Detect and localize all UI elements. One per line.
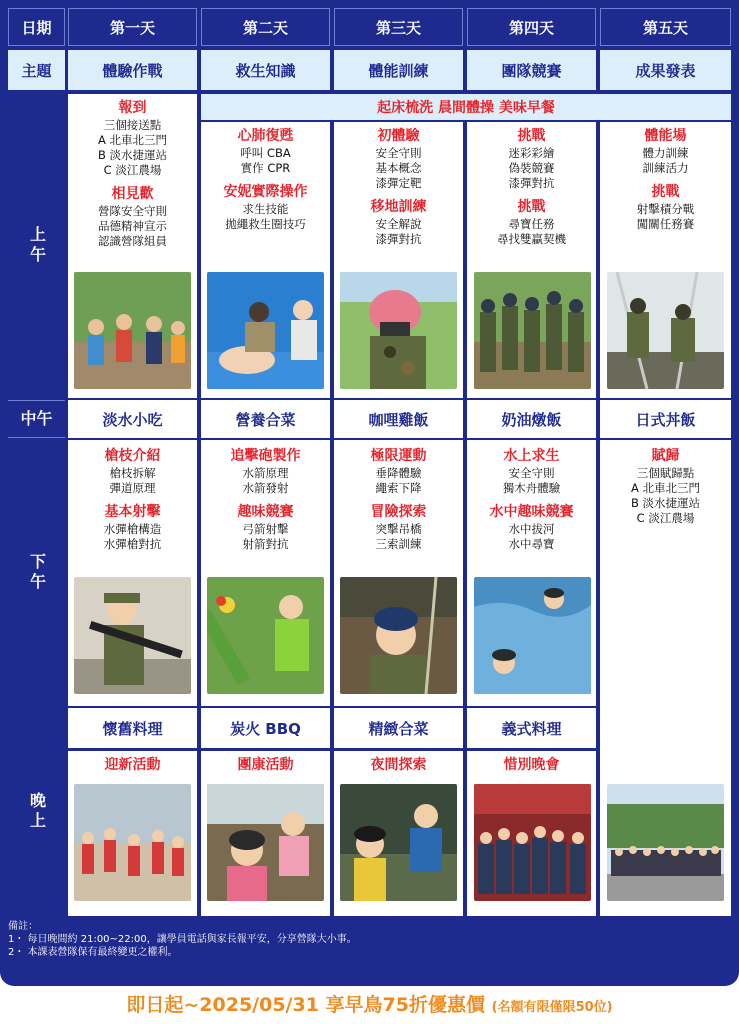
afternoon-3-title-a: 極限運動	[370, 448, 427, 464]
photo-water-play	[474, 577, 591, 694]
period-afternoon-label: 下午	[27, 553, 47, 593]
morning-3-title-b: 移地訓練	[370, 199, 427, 215]
period-noon: 中午	[8, 400, 65, 438]
morning-3-item: 漆彈定靶	[375, 176, 422, 190]
morning-3-item: 安全守則	[375, 146, 422, 160]
morning-5-title-a: 體能場	[644, 128, 687, 144]
morning-1-title-a: 報到	[118, 100, 147, 116]
afternoon-1-item: 水彈槍構造	[103, 522, 162, 536]
morning-4-title-a: 挑戰	[517, 128, 546, 144]
dinner-day-3: 精緻合菜	[334, 708, 463, 748]
morning-5-title-b: 挑戰	[651, 184, 680, 200]
morning-2-item: 實作 CPR	[240, 161, 291, 175]
theme-day-4: 團隊競賽	[467, 50, 596, 90]
photo-kids-cheering	[74, 272, 191, 389]
morning-1-item: 認識營隊組員	[98, 234, 167, 248]
afternoon-2-item: 水箭發射	[242, 481, 289, 495]
promo-main: 即日起~2025/05/31 享早鳥75折優惠價	[126, 994, 485, 1016]
notes	[8, 920, 357, 959]
photo-water-rocket	[207, 577, 324, 694]
dinner-day-1: 懷舊料理	[68, 708, 197, 748]
photo-welcome-party	[74, 784, 191, 901]
morning-1-item: 營隊安全守則	[98, 204, 167, 218]
photo-cpr-training	[207, 272, 324, 389]
evening-3-title: 夜間探索	[370, 757, 427, 773]
morning-1-title-b: 相見歡	[111, 186, 154, 202]
afternoon-3-item: 突擊吊橋	[375, 522, 422, 536]
noon-day-3: 咖哩雞飯	[334, 400, 463, 438]
morning-1-item: 品德精神宣示	[98, 219, 167, 233]
period-afternoon	[8, 440, 65, 706]
afternoon-5-item: 三個賦歸點	[636, 466, 695, 480]
morning-5-item: 訓練活力	[642, 161, 689, 175]
afternoon-3-item: 三索訓練	[375, 537, 422, 551]
afternoon-4-item: 水中尋寶	[508, 537, 555, 551]
morning-4-item: 尋找雙贏契機	[497, 232, 566, 246]
theme-day-3: 體能訓練	[334, 50, 463, 90]
notes-title: 備註：	[8, 921, 38, 932]
morning-3-item: 漆彈對抗	[375, 232, 422, 246]
promo-note: (名額有限僅限50位)	[491, 1000, 613, 1015]
morning-1-item: A 北車北三門	[97, 133, 168, 147]
noon-day-1: 淡水小吃	[68, 400, 197, 438]
dinner-day-4: 義式料理	[467, 708, 596, 748]
morning-2-title-b: 安妮實際操作	[223, 184, 308, 200]
afternoon-2-title-a: 追擊砲製作	[230, 448, 301, 464]
afternoon-4-item: 安全守則	[508, 466, 555, 480]
photo-paintball-helmet	[340, 272, 457, 389]
afternoon-5-item: A 北車北三門	[630, 481, 701, 495]
afternoon-3-title-b: 冒險探索	[370, 504, 427, 520]
photo-camouflage-team	[474, 272, 591, 389]
noon-day-5: 日式丼飯	[600, 400, 731, 438]
afternoon-2-item: 水箭原理	[242, 466, 289, 480]
afternoon-3-item: 垂降體驗	[375, 466, 422, 480]
evening-2-title: 團康活動	[237, 757, 294, 773]
morning-4-item: 迷彩彩繪	[508, 146, 555, 160]
header-day-5: 第五天	[600, 8, 731, 46]
evening-1-title: 迎新活動	[104, 757, 161, 773]
noon-day-2: 營養合菜	[201, 400, 330, 438]
morning-4-item: 偽裝競賽	[508, 161, 555, 175]
morning-4-item: 漆彈對抗	[508, 176, 555, 190]
dinner-day-2: 炭火 BBQ	[201, 708, 330, 748]
afternoon-1-item: 彈道原理	[109, 481, 156, 495]
theme-label: 主題	[8, 50, 65, 90]
afternoon-5-title: 賦歸	[651, 448, 680, 464]
period-evening-label: 晚上	[27, 792, 47, 832]
morning-2-item: 拋繩救生圈技巧	[225, 217, 306, 231]
afternoon-4-item: 水中拔河	[508, 522, 555, 536]
photo-group-games	[207, 784, 324, 901]
period-morning-label: 上午	[27, 226, 47, 266]
photo-group-graduation	[607, 784, 724, 901]
morning-3-item: 基本概念	[375, 161, 422, 175]
afternoon-4-title-a: 水上求生	[503, 448, 560, 464]
afternoon-5-item: C 淡江農場	[636, 511, 695, 525]
noon-day-4: 奶油燉飯	[467, 400, 596, 438]
period-evening	[8, 708, 65, 916]
morning-4-item: 尋寶任務	[508, 217, 555, 231]
notes-item-1: 1・ 每日晚間約 21:00~22:00，讓學員電話與家長報平安，分享營隊大小事。	[8, 934, 357, 945]
morning-banner: 起床梳洗 晨間體操 美味早餐	[201, 94, 731, 120]
morning-5-item: 射擊積分戰	[636, 202, 695, 216]
afternoon-1-title-b: 基本射擊	[104, 504, 161, 520]
header-day-4: 第四天	[467, 8, 596, 46]
theme-day-1: 體驗作戰	[68, 50, 197, 90]
period-morning	[8, 94, 65, 398]
header-day-3: 第三天	[334, 8, 463, 46]
afternoon-3-item: 繩索下降	[375, 481, 422, 495]
afternoon-5-item: B 淡水捷運站	[630, 496, 701, 510]
morning-2-item: 呼叫 CBA	[240, 146, 291, 160]
notes-item-2: 2・ 本課表營隊保有最終變更之權利。	[8, 947, 178, 958]
morning-5-item: 闖關任務賽	[636, 217, 695, 231]
morning-1-item: B 淡水捷運站	[97, 148, 168, 162]
morning-1-item: C 淡江農場	[103, 163, 162, 177]
morning-3-item: 安全解說	[375, 217, 422, 231]
photo-farewell-party	[474, 784, 591, 901]
photo-rope-training	[607, 272, 724, 389]
afternoon-4-item: 獨木舟體驗	[502, 481, 561, 495]
morning-5-item: 體力訓練	[642, 146, 689, 160]
theme-day-2: 救生知識	[201, 50, 330, 90]
afternoon-1-item: 槍枝拆解	[109, 466, 156, 480]
afternoon-4-title-b: 水中趣味競賽	[489, 504, 574, 520]
promo-banner	[0, 990, 739, 1017]
morning-4-title-b: 挑戰	[517, 199, 546, 215]
theme-day-5: 成果發表	[600, 50, 731, 90]
photo-night-exploration	[340, 784, 457, 901]
afternoon-1-item: 水彈槍對抗	[103, 537, 162, 551]
photo-climbing-kid	[340, 577, 457, 694]
afternoon-2-item: 弓箭射擊	[242, 522, 289, 536]
afternoon-1-title-a: 槍枝介紹	[104, 448, 161, 464]
afternoon-2-title-b: 趣味競賽	[237, 504, 294, 520]
header-day-2: 第二天	[201, 8, 330, 46]
morning-2-title-a: 心肺復甦	[237, 128, 294, 144]
photo-water-gun-kid	[74, 577, 191, 694]
afternoon-2-item: 射箭對抗	[242, 537, 289, 551]
morning-2-item: 求生技能	[242, 202, 289, 216]
morning-1-item: 三個接送點	[103, 118, 162, 132]
header-date-label: 日期	[8, 8, 65, 46]
evening-4-title: 惜別晚會	[503, 757, 560, 773]
morning-3-title-a: 初體驗	[377, 128, 420, 144]
header-day-1: 第一天	[68, 8, 197, 46]
